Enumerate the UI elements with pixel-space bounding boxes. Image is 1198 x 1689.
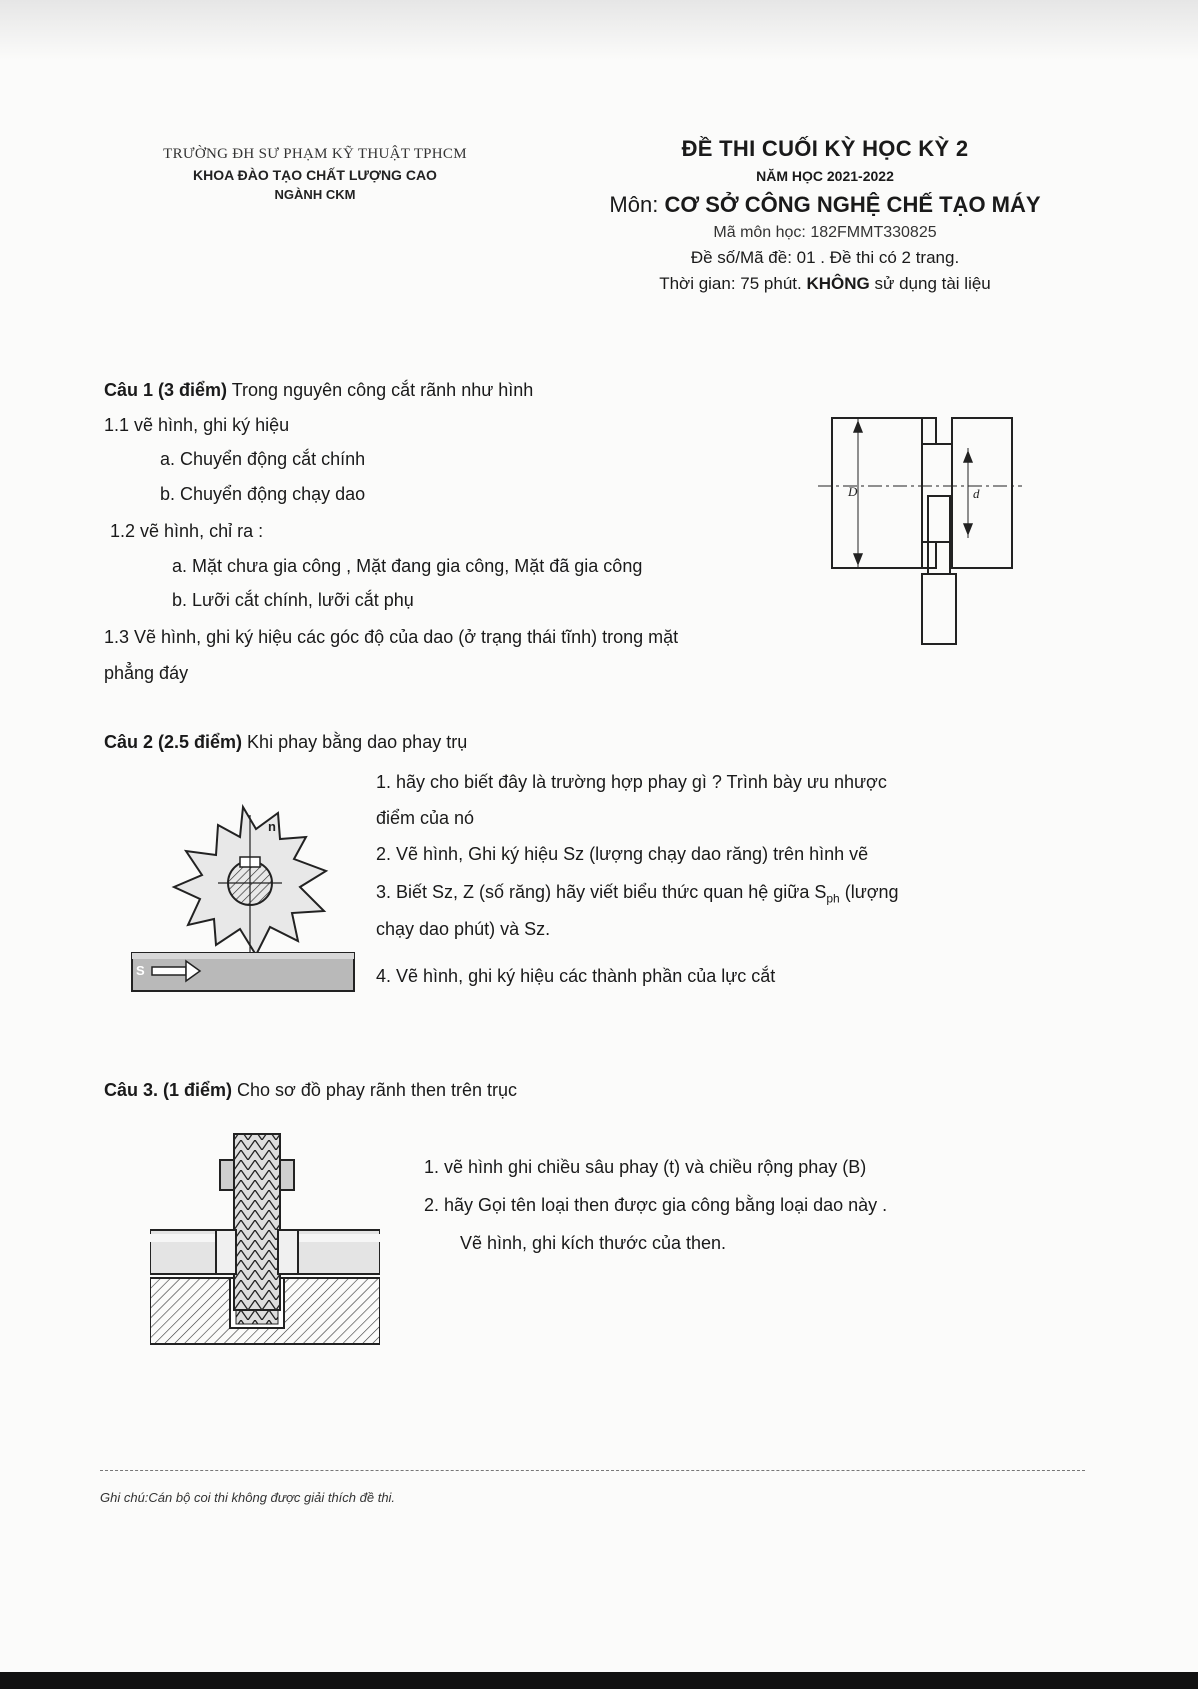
subject-prefix: Môn: — [609, 192, 665, 217]
end-mill-cutter — [234, 1134, 280, 1310]
q2-item-3-pre: 3. Biết Sz, Z (số răng) hãy viết biểu thức quan hệ giữa S — [376, 882, 827, 902]
q2-heading-rest: Khi phay bằng dao phay trụ — [242, 732, 468, 752]
major-name: NGÀNH CKM — [274, 187, 356, 202]
faculty-name: KHOA ĐÀO TẠO CHẤT LƯỢNG CAO — [193, 167, 437, 183]
workpiece-right-section — [952, 418, 1012, 568]
q2-item-3-cont: chạy dao phút) và Sz. — [376, 919, 551, 939]
q2-heading — [104, 730, 467, 754]
q3-item-2: 2. hãy Gọi tên loại then được gia công bằng loại dao này . — [424, 1195, 888, 1215]
q1-part-3-cont: phẳng đáy — [104, 663, 189, 683]
q3-item-2-cont: Vẽ hình, ghi kích thước của then. — [460, 1233, 727, 1253]
time-suffix: sử dụng tài liệu — [869, 274, 991, 293]
q1-part-1: 1.1 vẽ hình, ghi ký hiệu — [104, 415, 290, 435]
q1-part-2a: a. Mặt chưa gia công , Mặt đang gia công, Mặt đã gia công — [172, 556, 643, 576]
q2-heading-bold: Câu 2 (2.5 điểm) — [104, 732, 243, 752]
course-code: Mã môn học: 182FMMT330825 — [713, 224, 937, 241]
time-bold: KHÔNG — [806, 274, 870, 293]
q1-part-1b: b. Chuyển động chạy dao — [160, 484, 366, 504]
diameter-label-D: D — [848, 484, 858, 499]
workpiece-left-section — [832, 418, 922, 568]
exam-code: Đề số/Mã đề: 01 . Đề thi có 2 trang. — [690, 248, 960, 267]
q2-item-3-sub: ph — [826, 891, 840, 906]
q2-item-1-cont: điểm của nó — [376, 808, 475, 828]
q2-item-2: 2. Vẽ hình, Ghi ký hiệu Sz (lượng chạy dao răng) trên hình vẽ — [376, 844, 869, 864]
q3-heading-rest: Cho sơ đồ phay rãnh then trên trục — [232, 1080, 517, 1100]
scan-edge — [0, 1672, 1198, 1689]
q1-part-2b: b. Lưỡi cắt chính, lưỡi cắt phụ — [172, 590, 414, 610]
header-institution — [105, 146, 525, 202]
subject-name: CƠ SỞ CÔNG NGHỆ CHẾ TẠO MÁY — [664, 192, 1041, 217]
academic-year: NĂM HỌC 2021-2022 — [756, 168, 894, 184]
scan-shadow — [0, 0, 1198, 60]
q1-heading-bold: Câu 1 (3 điểm) — [104, 380, 228, 400]
rotation-label-n: n — [268, 819, 276, 834]
header-exam-info — [570, 136, 1080, 294]
q2-item-3 — [376, 880, 899, 911]
q3-heading-bold: Câu 3. (1 điểm) — [104, 1080, 233, 1100]
q1-part-3: 1.3 Vẽ hình, ghi ký hiệu các góc độ của dao (ở trạng thái tĩnh) trong mặt — [104, 627, 679, 647]
diameter-label-d: d — [973, 486, 980, 501]
school-name: TRƯỜNG ĐH SƯ PHẠM KỸ THUẬT TPHCM — [163, 146, 467, 162]
q2-item-4: 4. Vẽ hình, ghi ký hiệu các thành phần của lực cắt — [376, 966, 776, 986]
grooving-figure — [818, 408, 1022, 658]
tool-holder — [922, 574, 956, 644]
footer-divider — [100, 1470, 1085, 1471]
time-prefix: Thời gian: 75 phút. — [659, 274, 807, 293]
time-line — [570, 274, 1080, 294]
q1-heading-rest: Trong nguyên công cắt rãnh như hình — [227, 380, 534, 400]
subject-line — [570, 192, 1080, 218]
q2-item-1: 1. hãy cho biết đây là trường hợp phay gì ? Trình bày ưu nhược — [376, 772, 887, 792]
exam-title: ĐỀ THI CUỐI KỲ HỌC KỲ 2 — [681, 136, 969, 161]
q3-heading — [104, 1078, 517, 1102]
milling-cutter-figure — [128, 795, 358, 995]
q1-heading — [104, 378, 533, 402]
keyway-milling-figure — [150, 1130, 380, 1346]
q2-item-3-post: (lượng — [839, 882, 899, 902]
footer-note: Ghi chú:Cán bộ coi thi không được giải thích đề thi. — [100, 1490, 396, 1505]
q1-part-1a: a. Chuyển động cắt chính — [160, 449, 366, 469]
q3-item-1: 1. vẽ hình ghi chiều sâu phay (t) và chiều rộng phay (B) — [424, 1157, 867, 1177]
feed-label-s: S — [136, 963, 145, 978]
q1-part-2: 1.2 vẽ hình, chỉ ra : — [110, 521, 264, 541]
tool-shank — [928, 496, 950, 574]
